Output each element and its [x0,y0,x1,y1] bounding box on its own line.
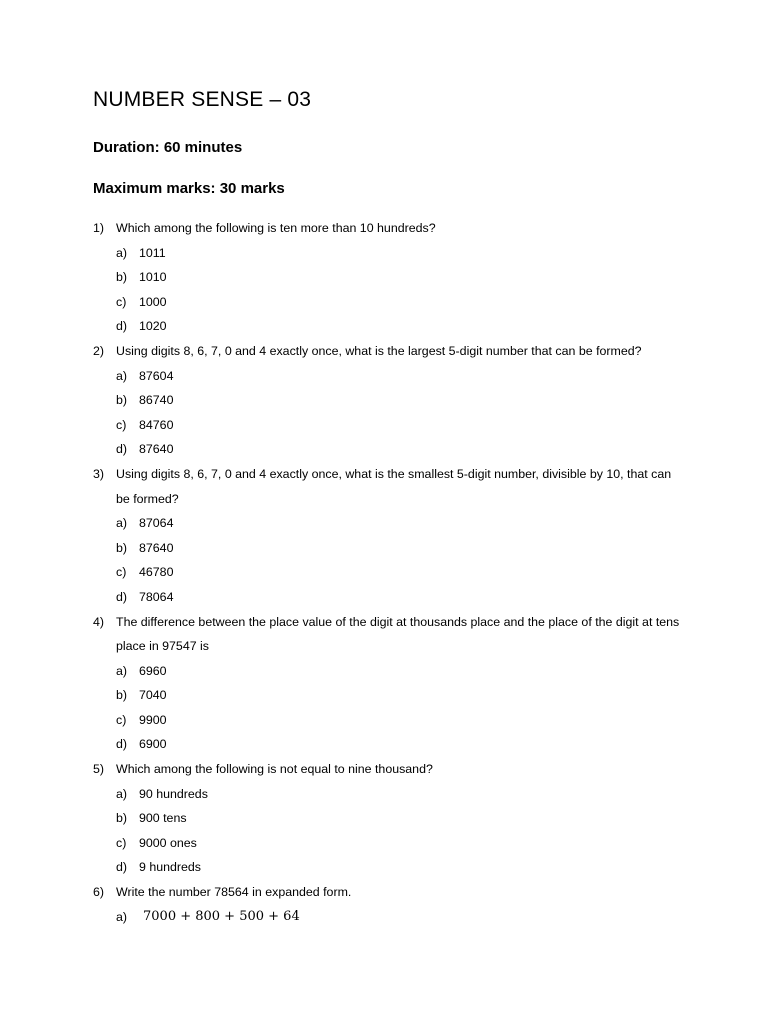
option-row [93,683,683,708]
question-number: 6) [93,885,105,900]
question-row [93,880,683,905]
question-text: Which among the following is not equal to nine thousand? [116,762,433,777]
option-row [93,511,683,536]
question-text: The difference between the place value of the digit at thousands place and the place of the digit at tens place in 97547 is [116,614,680,654]
page-title: NUMBER SENSE – 03 [93,88,312,111]
option-row [93,905,683,930]
option-value: 9 hundreds [139,860,202,875]
option-row [93,560,683,585]
question-item [93,610,683,758]
option-row [93,806,683,831]
option-value: 87604 [139,368,174,383]
option-value: 9000 ones [139,835,197,850]
option-row [93,265,683,290]
option-value: 1010 [139,270,167,285]
option-label: a) [116,368,128,383]
option-row [93,388,683,413]
option-label: b) [116,393,128,408]
max-marks-text: Maximum marks: 30 marks [93,180,285,197]
option-label: d) [116,319,128,334]
option-row [93,708,683,733]
question-list [93,216,683,929]
option-value: 87064 [139,516,174,531]
option-label: d) [116,737,128,752]
option-label: d) [116,860,128,875]
question-item [93,216,683,339]
question-text: Using digits 8, 6, 7, 0 and 4 exactly once, what is the smallest 5-digit number, divisible by 10, that can be formed? [116,466,672,506]
option-value: 1011 [139,245,166,260]
option-value: 87640 [139,540,174,555]
option-value: 1020 [139,319,167,334]
option-label: c) [116,835,127,850]
option-row [93,536,683,561]
option-label: c) [116,712,127,727]
option-value: 6900 [139,737,167,752]
option-value: 84760 [139,417,174,432]
question-text: Which among the following is ten more than 10 hundreds? [116,221,436,235]
question-text: Write the number 78564 in expanded form. [116,885,352,900]
option-label: b) [116,270,128,285]
question-row [93,757,683,782]
option-label: b) [116,811,128,826]
option-value: 7000 + 800 + 500 + 64 [143,908,300,924]
option-label: a) [116,786,128,801]
option-label: a) [116,663,128,678]
question-row [93,216,683,241]
option-label: c) [116,565,127,580]
question-text: Using digits 8, 6, 7, 0 and 4 exactly once, what is the largest 5-digit number that can be formed? [116,343,642,358]
option-row [93,585,683,610]
option-value: 90 hundreds [139,786,208,801]
option-value: 87640 [139,442,174,457]
option-label: d) [116,589,128,604]
option-value: 46780 [139,565,174,580]
question-number: 4) [93,614,105,629]
option-value: 900 tens [139,811,187,826]
option-label: b) [116,688,128,703]
option-label: d) [116,442,128,457]
question-row [93,610,683,659]
option-row [93,241,683,266]
option-label: b) [116,540,128,555]
question-number: 2) [93,343,105,358]
option-label: a) [116,516,128,531]
option-row [93,855,683,880]
option-value: 86740 [139,393,174,408]
option-label: a) [116,245,128,260]
option-value: 6960 [139,663,167,678]
question-item [93,880,683,929]
question-item [93,462,683,610]
option-row [93,831,683,856]
option-row [93,659,683,684]
option-label: c) [116,294,127,309]
option-value: 78064 [139,589,174,604]
option-value: 7040 [139,688,167,703]
question-number: 5) [93,762,105,777]
question-number: 1) [93,221,105,235]
option-value: 9900 [139,712,167,727]
question-row [93,339,683,364]
duration-text: Duration: 60 minutes [93,139,243,156]
option-row [93,782,683,807]
option-row [93,437,683,462]
option-row [93,364,683,389]
option-label: a) [116,909,128,924]
option-row [93,413,683,438]
question-number: 3) [93,466,105,481]
option-label: c) [116,417,127,432]
question-item [93,757,683,880]
option-row [93,732,683,757]
question-item [93,339,683,462]
option-row [93,290,683,315]
option-row [93,314,683,339]
question-row [93,462,683,511]
option-value: 1000 [139,294,167,309]
